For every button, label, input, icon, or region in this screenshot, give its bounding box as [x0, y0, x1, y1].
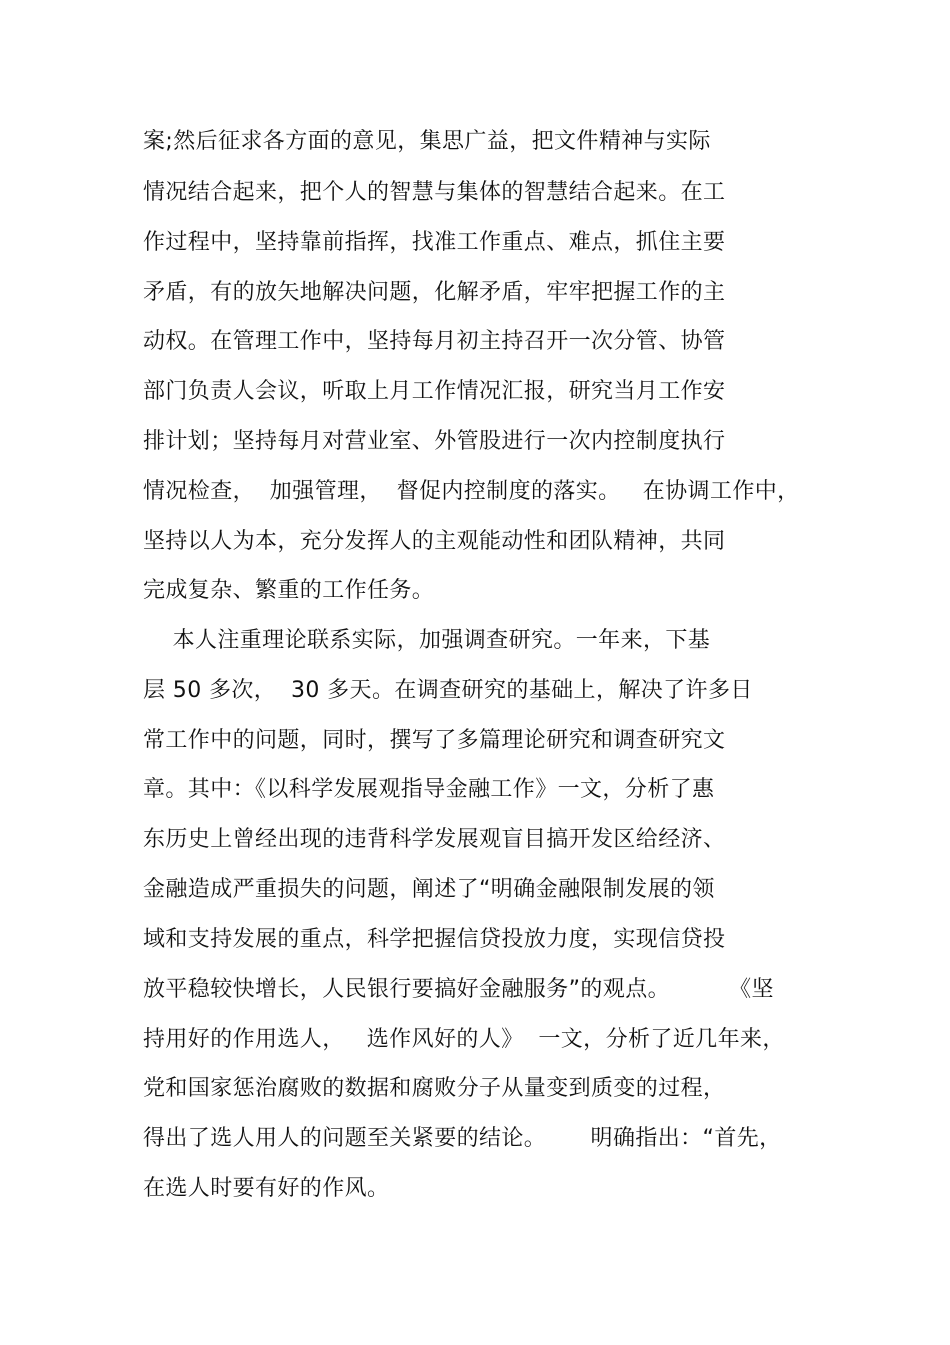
text-line: 金融造成严重损失的问题，阐述了“明确金融限制发展的领 [143, 877, 715, 902]
text-line: 章。其中：《以科学发展观指导金融工作》一文，分析了惠 [143, 777, 715, 802]
text-line: 案;然后征求各方面的意见，集思广益，把文件精神与实际 [143, 129, 711, 154]
text-line: 常工作中的问题，同时，撰写了多篇理论研究和调查研究文 [143, 728, 726, 753]
text-line: 矛盾，有的放矢地解决问题，化解矛盾，牢牢把握工作的主 [143, 280, 726, 305]
text-line: 完成复杂、繁重的工作任务。 [143, 578, 435, 603]
text-line: 排计划；坚持每月对营业室、外管股进行一次内控制度执行 [143, 429, 726, 454]
text-line: 在选人时要有好的作风。 [143, 1176, 390, 1201]
text-line: 层 50 多次， 30 多天。在调查研究的基础上，解决了许多日 [143, 678, 753, 703]
text-line: 情况检查， 加强管理， 督促内控制度的落实。 在协调工作中， [143, 479, 800, 504]
text-line: 情况结合起来，把个人的智慧与集体的智慧结合起来。在工 [143, 180, 726, 205]
text-line: 得出了选人用人的问题至关紧要的结论。 明确指出：“首先， [143, 1126, 782, 1151]
text-line: 本人注重理论联系实际，加强调查研究。一年来，下基 [143, 628, 711, 653]
text-line: 东历史上曾经出现的违背科学发展观盲目搞开发区给经济、 [143, 827, 726, 852]
text-line: 部门负责人会议，听取上月工作情况汇报，研究当月工作安 [143, 379, 726, 404]
text-line: 坚持以人为本，充分发挥人的主观能动性和团队精神，共同 [143, 529, 726, 554]
text-line: 动权。在管理工作中，坚持每月初主持召开一次分管、协管 [143, 329, 726, 354]
text-line: 作过程中，坚持靠前指挥，找准工作重点、难点，抓住主要 [143, 230, 726, 255]
text-line: 党和国家惩治腐败的数据和腐败分子从量变到质变的过程， [143, 1076, 726, 1101]
text-line: 放平稳较快增长，人民银行要搞好金融服务”的观点。 《坚 [143, 977, 774, 1002]
text-line: 域和支持发展的重点，科学把握信贷投放力度，实现信贷投 [143, 927, 726, 952]
text-line: 持用好的作用选人， 选作风好的人》 一文，分析了近几年来， [143, 1027, 785, 1052]
